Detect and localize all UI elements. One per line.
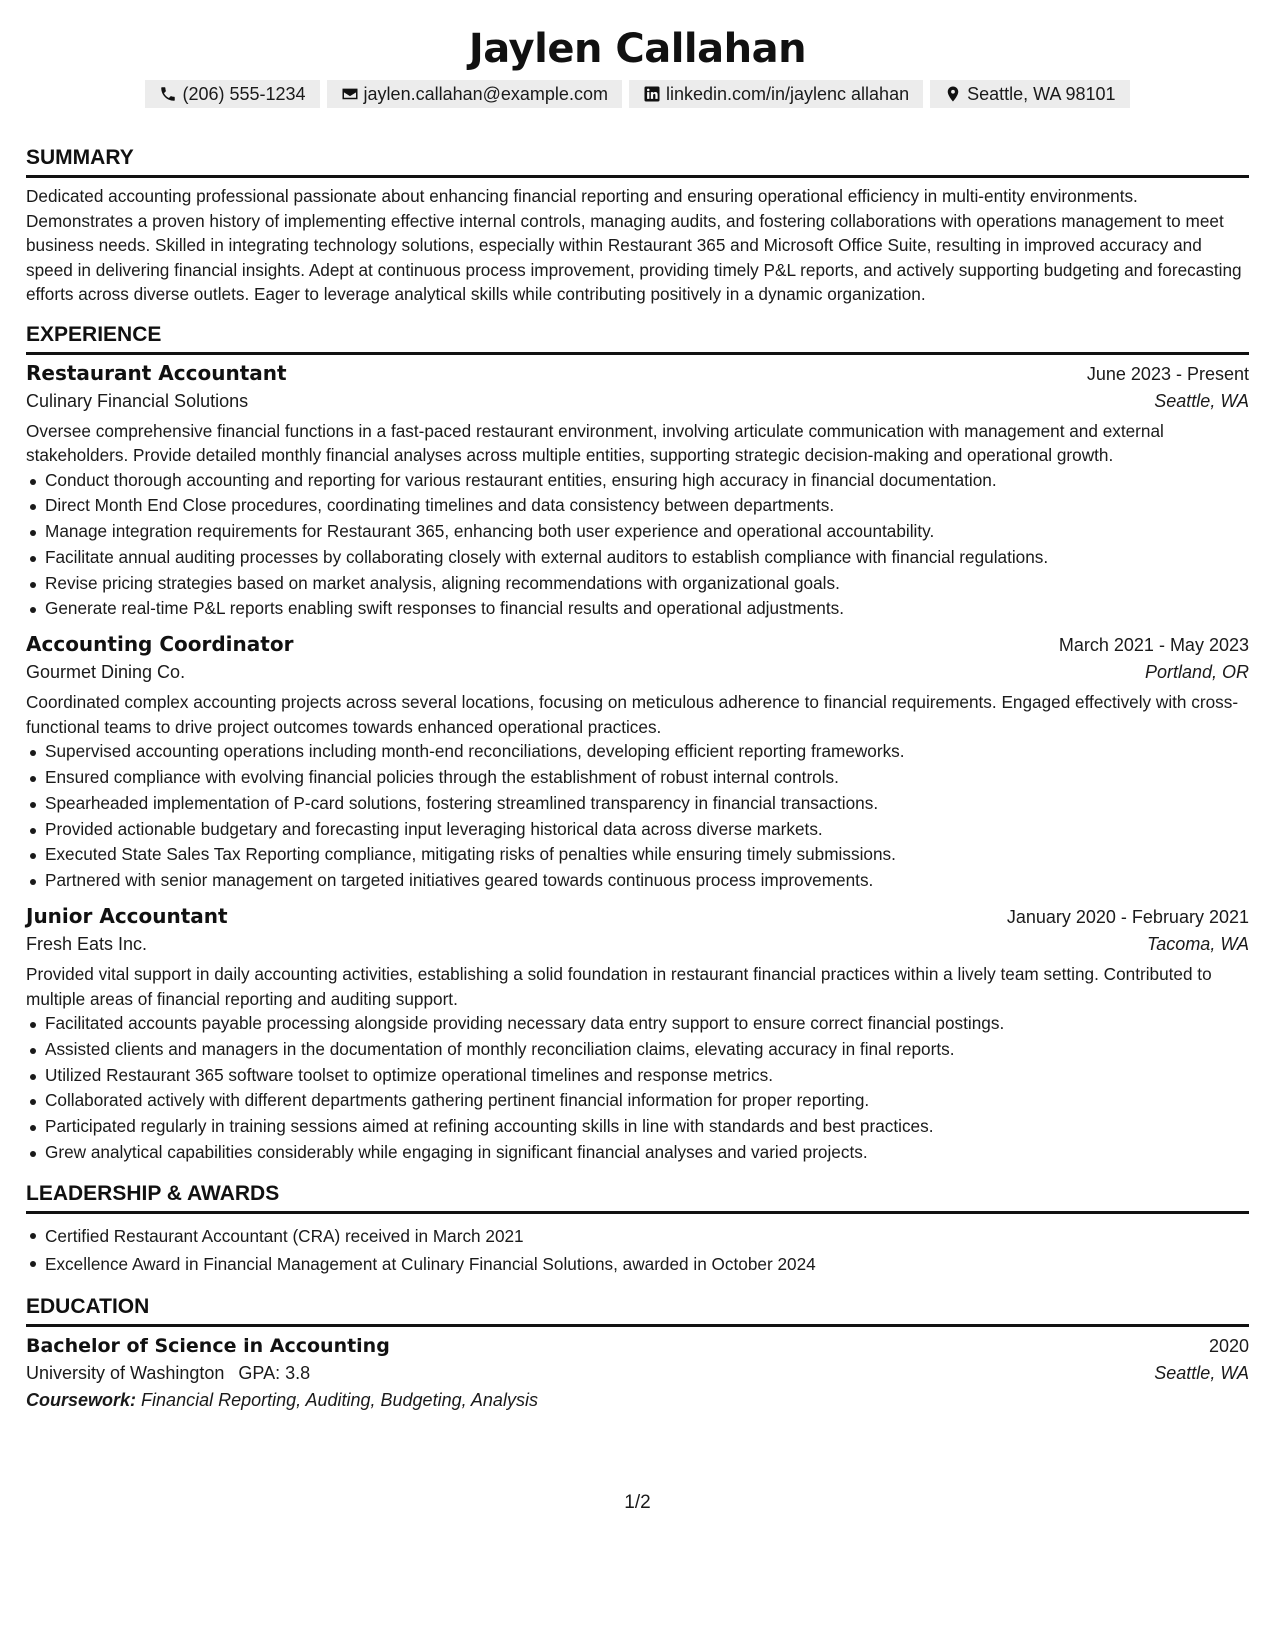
- job-description: Oversee comprehensive financial functions in a fast-paced restaurant environment, involving articulate communication with management and external stakeholders. Provide detailed monthly financial analyses across multiple entities, supporting strategic decision-making and operational growth.: [26, 420, 1164, 465]
- awards-section: [26, 1179, 1249, 1278]
- list-item: Supervised accounting operations including month-end reconciliations, developing efficient reporting frameworks.: [26, 739, 1249, 765]
- section-title: EDUCATION: [26, 1294, 150, 1318]
- job-location: Tacoma, WA: [1146, 934, 1249, 955]
- list-item: Revise pricing strategies based on market analysis, aligning recommendations with organizational goals.: [26, 571, 1249, 597]
- section-title: EXPERIENCE: [26, 322, 162, 346]
- list-item: Facilitated accounts payable processing alongside providing necessary data entry support to ensure correct financial postings.: [26, 1011, 1249, 1037]
- list-item: Executed State Sales Tax Reporting compliance, mitigating risks of penalties while ensuring timely submissions.: [26, 842, 1249, 868]
- school-line: [26, 1363, 310, 1384]
- list-item: Excellence Award in Financial Management at Culinary Financial Solutions, awarded in October 2024: [26, 1250, 1249, 1278]
- candidate-name: Jaylen Callahan: [468, 26, 807, 72]
- job-description: Coordinated complex accounting projects across several locations, focusing on meticulous adherence to financial requirements. Engaged effectively with cross-functional teams to drive project outcomes towards enhanced operational practices.: [26, 692, 1239, 737]
- envelope-icon: [341, 85, 359, 103]
- summary-section: [26, 143, 1249, 307]
- page-number: 1/2: [624, 1492, 651, 1513]
- contact-linkedin-text: linkedin.com/in/jaylenc allahan: [665, 84, 910, 104]
- resume-page: [26, 0, 1249, 1411]
- linkedin-icon: [643, 85, 661, 103]
- list-item: Participated regularly in training sessions aimed at refining accounting skills in line with standards and best practices.: [26, 1114, 1249, 1140]
- coursework-label: Coursework:: [26, 1389, 137, 1410]
- section-divider: [26, 175, 1249, 178]
- list-item: Collaborated actively with different departments gathering pertinent financial information for proper reporting.: [26, 1088, 1249, 1114]
- job-bullets: [26, 468, 1249, 623]
- list-item: Direct Month End Close procedures, coordinating timelines and data consistency between departments.: [26, 493, 1249, 519]
- contact-location-text: Seattle, WA 98101: [967, 84, 1116, 104]
- list-item: Conduct thorough accounting and reporting for various restaurant entities, ensuring high accuracy in financial documentation.: [26, 468, 1249, 494]
- list-item: Assisted clients and managers in the documentation of monthly reconciliation claims, elevating accuracy in final reports.: [26, 1037, 1249, 1063]
- job-entry: [26, 361, 1249, 623]
- experience-section: [26, 320, 1249, 1166]
- section-title: SUMMARY: [26, 146, 134, 169]
- list-item: Provided actionable budgetary and forecasting input leveraging historical data across diverse markets.: [26, 817, 1249, 843]
- coursework: [26, 1390, 1249, 1411]
- list-item: Spearheaded implementation of P-card solutions, fostering streamlined transparency in financial transactions.: [26, 791, 1249, 817]
- job-location: Portland, OR: [1144, 662, 1249, 683]
- contact-linkedin[interactable]: [629, 80, 923, 108]
- job-title: Restaurant Accountant: [26, 360, 287, 385]
- job-dates: March 2021 - May 2023: [1058, 635, 1249, 656]
- contact-location: [930, 80, 1129, 108]
- job-bullets: [26, 739, 1249, 894]
- list-item: Ensured compliance with evolving financial policies through the establishment of robust internal controls.: [26, 765, 1249, 791]
- section-divider: [26, 1211, 1249, 1214]
- list-item: Facilitate annual auditing processes by collaborating closely with external auditors to establish compliance with financial regulations.: [26, 545, 1249, 571]
- graduation-year: 2020: [1208, 1335, 1249, 1356]
- list-item: Utilized Restaurant 365 software toolset to optimize operational timelines and response metrics.: [26, 1063, 1249, 1089]
- school-name: University of Washington: [26, 1362, 225, 1383]
- map-pin-icon: [944, 85, 962, 103]
- contact-email-text: jaylen.callahan@example.com: [363, 84, 608, 104]
- contact-phone-text: (206) 555-1234: [182, 84, 306, 104]
- job-company: Fresh Eats Inc.: [26, 934, 148, 955]
- gpa: GPA: 3.8: [238, 1362, 311, 1383]
- list-item: Partnered with senior management on targeted initiatives geared towards continuous process improvements.: [26, 868, 1249, 894]
- awards-list: [26, 1222, 1249, 1278]
- job-title: Accounting Coordinator: [26, 632, 294, 657]
- contact-phone[interactable]: [145, 80, 319, 108]
- job-bullets: [26, 1011, 1249, 1166]
- contact-email[interactable]: [327, 80, 622, 108]
- job-title: Junior Accountant: [26, 904, 228, 929]
- degree-title: Bachelor of Science in Accounting: [26, 1334, 390, 1357]
- phone-icon: [159, 85, 177, 103]
- job-dates: June 2023 - Present: [1086, 363, 1249, 384]
- job-entry: [26, 632, 1249, 894]
- list-item: Generate real-time P&L reports enabling swift responses to financial results and operational adjustments.: [26, 596, 1249, 622]
- section-divider: [26, 352, 1249, 355]
- list-item: Manage integration requirements for Restaurant 365, enhancing both user experience and operational accountability.: [26, 519, 1249, 545]
- job-entry: [26, 904, 1249, 1166]
- contact-bar: [26, 80, 1249, 108]
- list-item: Certified Restaurant Accountant (CRA) received in March 2021: [26, 1222, 1249, 1250]
- section-divider: [26, 1324, 1249, 1327]
- list-item: Grew analytical capabilities considerably while engaging in significant financial analyses and varied projects.: [26, 1140, 1249, 1166]
- summary-text: Dedicated accounting professional passionate about enhancing financial reporting and ensuring operational efficiency in multi-entity environments. Demonstrates a proven history of implementing effective internal controls, managing audits, and fostering collaborations with operations management to meet business needs. Skilled in integrating technology solutions, especially within Restaurant 365 and Microsoft Office Suite, resulting in improved accuracy and speed in delivering financial insights. Adept at continuous process improvement, providing timely P&L reports, and actively supporting budgeting and forecasting efforts across diverse outlets. Eager to leverage analytical skills while contributing positively in a dynamic organization.: [26, 186, 1242, 304]
- coursework-list: Financial Reporting, Auditing, Budgeting, Analysis: [141, 1389, 538, 1410]
- job-company: Culinary Financial Solutions: [26, 390, 249, 411]
- job-location: Seattle, WA: [1154, 390, 1249, 411]
- job-dates: January 2020 - February 2021: [1006, 907, 1249, 928]
- section-title: LEADERSHIP & AWARDS: [26, 1181, 280, 1205]
- job-company: Gourmet Dining Co.: [26, 662, 186, 683]
- education-section: [26, 1292, 1249, 1411]
- job-description: Provided vital support in daily accounting activities, establishing a solid foundation in restaurant financial practices within a lively team setting. Contributed to multiple areas of financial reporting and auditing support.: [26, 964, 1212, 1009]
- school-location: Seattle, WA: [1154, 1362, 1249, 1383]
